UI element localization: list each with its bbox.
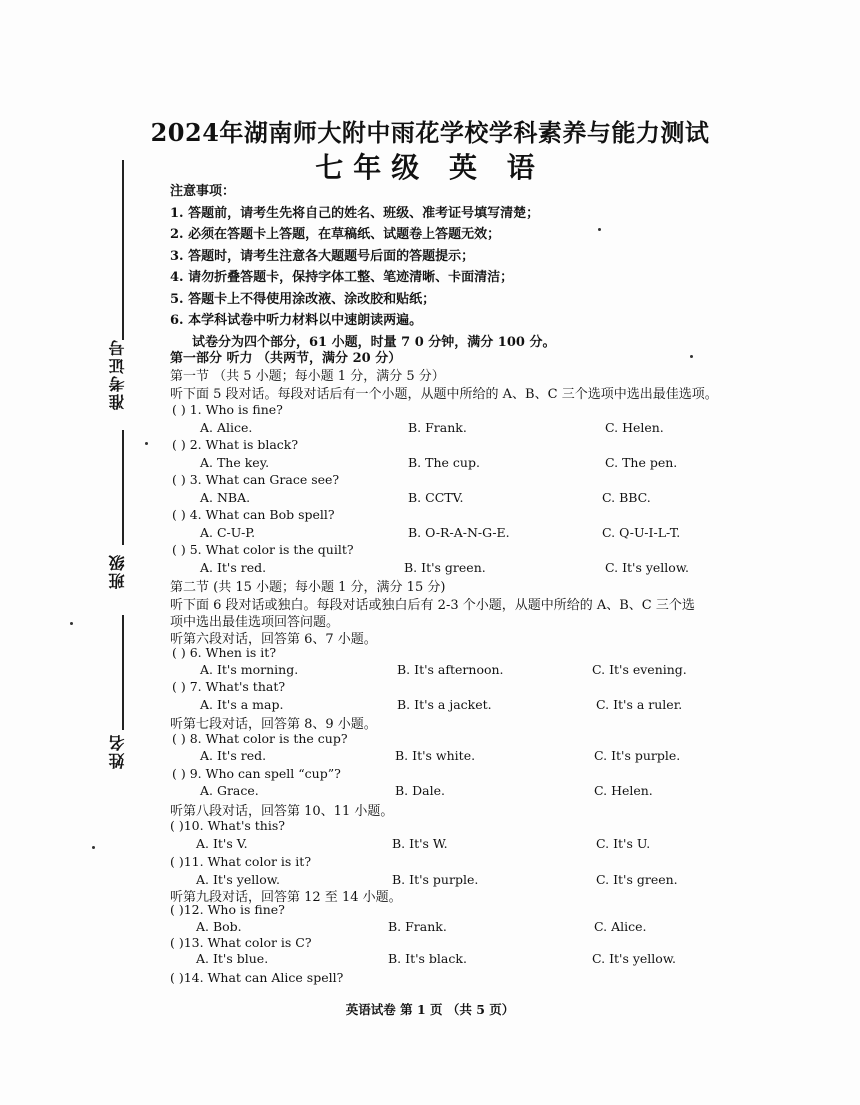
scan-speck xyxy=(598,228,601,231)
section1-heading: 第一节 （共 5 小题；每小题 1 分，满分 5 分） xyxy=(170,369,445,384)
option-b: B. CCTV. xyxy=(408,490,464,505)
notes-item: 3. 答题时，请考生注意各大题题号后面的答题提示； xyxy=(170,248,475,264)
option-b: B. Frank. xyxy=(388,919,447,934)
name-label: 姓名 xyxy=(108,733,127,769)
question-5: ( ) 5. What color is the quilt? xyxy=(172,542,354,557)
option-a: A. Grace. xyxy=(200,783,259,798)
notes-item: 6. 本学科试卷中听力材料以中速朗读两遍。 xyxy=(170,313,423,328)
class-label: 班级 xyxy=(108,553,127,589)
option-a: A. The key. xyxy=(200,455,270,470)
question-9: ( ) 9. Who can spell “cup”? xyxy=(172,766,341,781)
option-c: C. Helen. xyxy=(594,783,653,798)
option-c: C. The pen. xyxy=(605,455,678,470)
option-a: A. It's morning. xyxy=(200,662,299,677)
question-14: ( )14. What can Alice spell? xyxy=(170,970,344,985)
section2-heading: 第二节 (共 15 小题；每小题 1 分，满分 15 分) xyxy=(170,580,446,595)
option-c: C. BBC. xyxy=(602,490,651,505)
question-1: ( ) 1. Who is fine? xyxy=(172,402,283,417)
scan-speck xyxy=(690,355,693,358)
binding-line-top xyxy=(122,160,124,340)
option-b: B. It's a jacket. xyxy=(397,697,492,712)
section1-instruction: 听下面 5 段对话。每段对话后有一个小题，从题中所给的 A、B、C 三个选项中选出最佳选项。 xyxy=(170,387,718,402)
exam-subtitle: 七年级 英 语 xyxy=(315,151,545,184)
option-b: B. Dale. xyxy=(395,783,445,798)
notes-item: 1. 答题前，请考生先将自己的姓名、班级、准考证号填写清楚； xyxy=(170,205,540,221)
option-b: B. It's black. xyxy=(388,951,467,966)
question-3: ( ) 3. What can Grace see? xyxy=(172,472,340,487)
option-c: C. It's evening. xyxy=(592,662,687,677)
binding-line-mid2 xyxy=(122,615,124,730)
option-b: B. It's white. xyxy=(395,748,476,763)
option-a: A. Alice. xyxy=(200,420,253,435)
option-a: A. It's a map. xyxy=(200,697,284,712)
option-a: A. NBA. xyxy=(200,490,251,505)
question-12: ( )12. Who is fine? xyxy=(170,902,285,917)
option-b: B. It's green. xyxy=(404,560,486,575)
option-b: B. It's purple. xyxy=(392,872,479,887)
option-c: C. It's U. xyxy=(596,836,651,851)
question-10: ( )10. What's this? xyxy=(170,818,285,833)
option-b: B. O-R-A-N-G-E. xyxy=(408,525,510,540)
option-b: B. It's W. xyxy=(392,836,448,851)
option-a: A. It's blue. xyxy=(196,951,269,966)
part1-heading: 第一部分 听力 （共两节，满分 20 分） xyxy=(170,351,402,366)
option-c: C. It's a ruler. xyxy=(596,697,683,712)
binding-line-mid1 xyxy=(122,430,124,545)
option-c: C. It's yellow. xyxy=(605,560,690,575)
dialog-6-heading: 听第六段对话，回答第 6、7 小题。 xyxy=(170,632,377,647)
dialog-8-heading: 听第八段对话，回答第 10、11 小题。 xyxy=(170,804,394,819)
section2-instruction-line1: 听下面 6 段对话或独白。每段对话或独白后有 2-3 个小题，从题中所给的 A、B、C 三个选 xyxy=(170,598,695,613)
option-c: C. It's purple. xyxy=(594,748,681,763)
option-b: B. The cup. xyxy=(408,455,480,470)
option-a: A. C-U-P. xyxy=(200,525,256,540)
scan-speck xyxy=(92,846,95,849)
exam-id-label: 准考证号 xyxy=(108,338,127,410)
scan-speck xyxy=(70,622,73,625)
option-a: A. It's yellow. xyxy=(196,872,280,887)
question-13: ( )13. What color is C? xyxy=(170,935,312,950)
notes-item: 5. 答题卡上不得使用涂改液、涂改胶和贴纸； xyxy=(170,291,436,307)
scan-speck xyxy=(145,442,148,445)
question-4: ( ) 4. What can Bob spell? xyxy=(172,507,335,522)
section2-instruction-line2: 项中选出最佳选项回答问题。 xyxy=(170,615,340,630)
notes-block xyxy=(170,181,555,353)
question-6: ( ) 6. When is it? xyxy=(172,645,277,660)
notes-heading: 注意事项： xyxy=(170,184,236,199)
option-a: A. Bob. xyxy=(196,919,242,934)
option-a: A. It's red. xyxy=(200,560,267,575)
option-b: B. Frank. xyxy=(408,420,467,435)
option-b: B. It's afternoon. xyxy=(397,662,504,677)
dialog-7-heading: 听第七段对话，回答第 8、9 小题。 xyxy=(170,717,377,732)
dialog-9-heading: 听第九段对话，回答第 12 至 14 小题。 xyxy=(170,890,402,905)
option-c: C. Q-U-I-L-T. xyxy=(602,525,681,540)
option-c: C. Alice. xyxy=(594,919,647,934)
question-8: ( ) 8. What color is the cup? xyxy=(172,731,348,746)
option-a: A. It's red. xyxy=(200,748,267,763)
page-footer: 英语试卷 第 1 页 （共 5 页） xyxy=(345,1002,515,1017)
option-c: C. It's yellow. xyxy=(592,951,677,966)
question-7: ( ) 7. What's that? xyxy=(172,679,286,694)
question-2: ( ) 2. What is black? xyxy=(172,437,299,452)
option-a: A. It's V. xyxy=(196,836,248,851)
option-c: C. Helen. xyxy=(605,420,664,435)
option-c: C. It's green. xyxy=(596,872,678,887)
exam-title: 2024年湖南师大附中雨花学校学科素养与能力测试 xyxy=(150,118,710,147)
question-11: ( )11. What color is it? xyxy=(170,854,312,869)
notes-summary: 试卷分为四个部分，61 小题，时量 7 0 分钟，满分 100 分。 xyxy=(192,334,556,350)
notes-item: 4. 请勿折叠答题卡，保持字体工整、笔迹清晰、卡面清洁； xyxy=(170,270,514,285)
notes-item: 2. 必须在答题卡上答题，在草稿纸、试题卷上答题无效； xyxy=(170,227,501,242)
